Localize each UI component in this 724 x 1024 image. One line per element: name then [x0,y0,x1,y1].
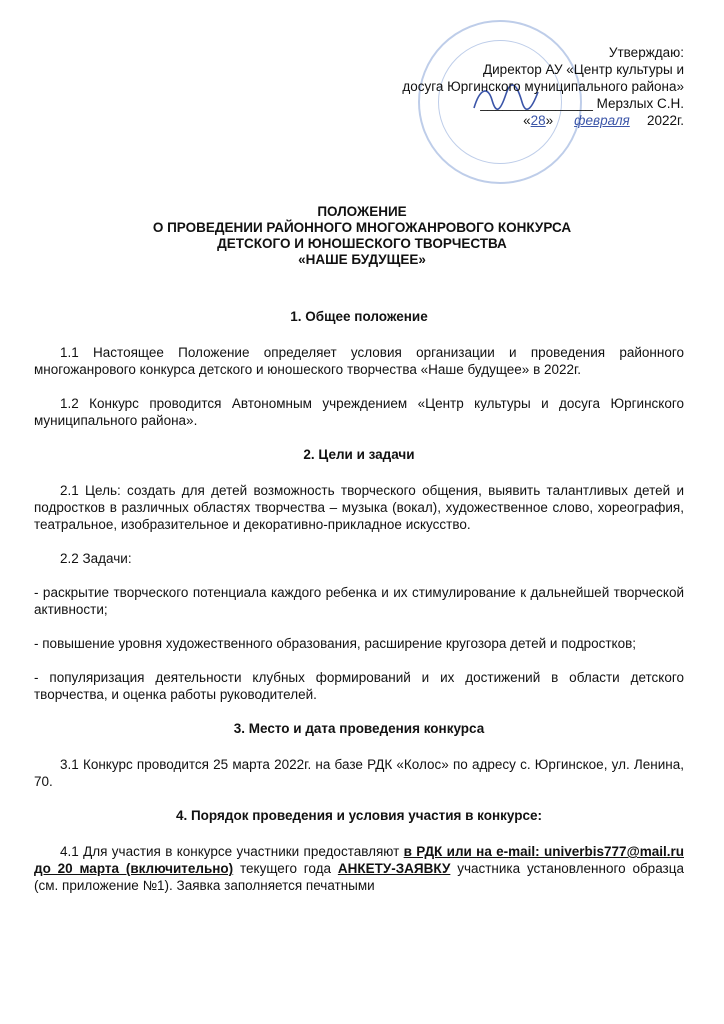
paragraph-2-1: 2.1 Цель: создать для детей возможность творческого общения, выявить талантливых детей и подростков в различных областях творчества – музыка (вокал), художественное слово, хореография, театральное, изобразительное и декоративно-прикладное искусство. [34,483,684,532]
paragraph-1-1: 1.1 Настоящее Положение определяет условия организации и проведения районного многожанрового конкурса детского и юношеского творчества «Наше будущее» в 2022г. [34,345,684,377]
paragraph-3-1: 3.1 Конкурс проводится 25 марта 2022г. на базе РДК «Колос» по адресу с. Юргинское, ул. Ленина, 70. [34,757,684,789]
section-2-heading: 2. Цели и задачи [303,447,415,462]
paragraph-4-1: 4.1 Для участия в конкурсе участники предоставляют в РДК или на e-mail: univerbis777@mail.ru до 20 марта (включительно) текущего года АНКЕТУ-ЗАЯВКУ участника установленного образца (см. приложение №1). Заявка заполняется печатными [34,844,684,893]
paragraph-2-2: 2.2 Задачи: [60,551,132,566]
approval-year: 2022г. [646,113,684,128]
document-title: ПОЛОЖЕНИЕ О ПРОВЕДЕНИИ РАЙОННОГО МНОГОЖАНРОВОГО КОНКУРСА ДЕТСКОГО И ЮНОШЕСКОГО ТВОРЧЕСТВА «НАШЕ БУДУЩЕЕ» [152,204,572,267]
document-body [34,308,684,911]
list-item: - популяризация деятельности клубных формирований и их достижений в области детского творчества, и оценка работы руководителей. [34,670,684,702]
application-form-label: АНКЕТУ-ЗАЯВКУ [337,861,451,876]
list-item: - повышение уровня художественного образования, расширение кругозора детей и подростков; [34,636,637,651]
signature-blank: _______________ [480,96,593,111]
approval-position: Директор АУ «Центр культуры и [483,62,684,77]
approval-block [354,44,684,129]
list-item: - раскрытие творческого потенциала каждого ребенка и их стимулирование к дальнейшей творческой активности; [34,585,684,617]
approval-day: 28 [530,113,546,128]
submission-deadline: в РДК или на e-mail: univerbis777@mail.ru до 20 марта (включительно) [34,844,684,876]
approval-signature-line [354,95,684,112]
approval-heading: Утверждаю: [608,45,684,60]
approval-organization: досуга Юргинского муниципального района» [402,79,684,94]
director-name: Мерзлых С.Н. [596,96,684,111]
approval-date: «28» февраля 2022г. [523,113,684,128]
section-4-heading: 4. Порядок проведения и условия участия в конкурсе: [175,808,543,823]
approval-month: февраля [574,113,630,128]
section-3-heading: 3. Место и дата проведения конкурса [233,721,485,736]
section-1-heading: 1. Общее положение [290,309,428,324]
paragraph-1-2: 1.2 Конкурс проводится Автономным учреждением «Центр культуры и досуга Юргинского муниципального района». [34,396,684,428]
